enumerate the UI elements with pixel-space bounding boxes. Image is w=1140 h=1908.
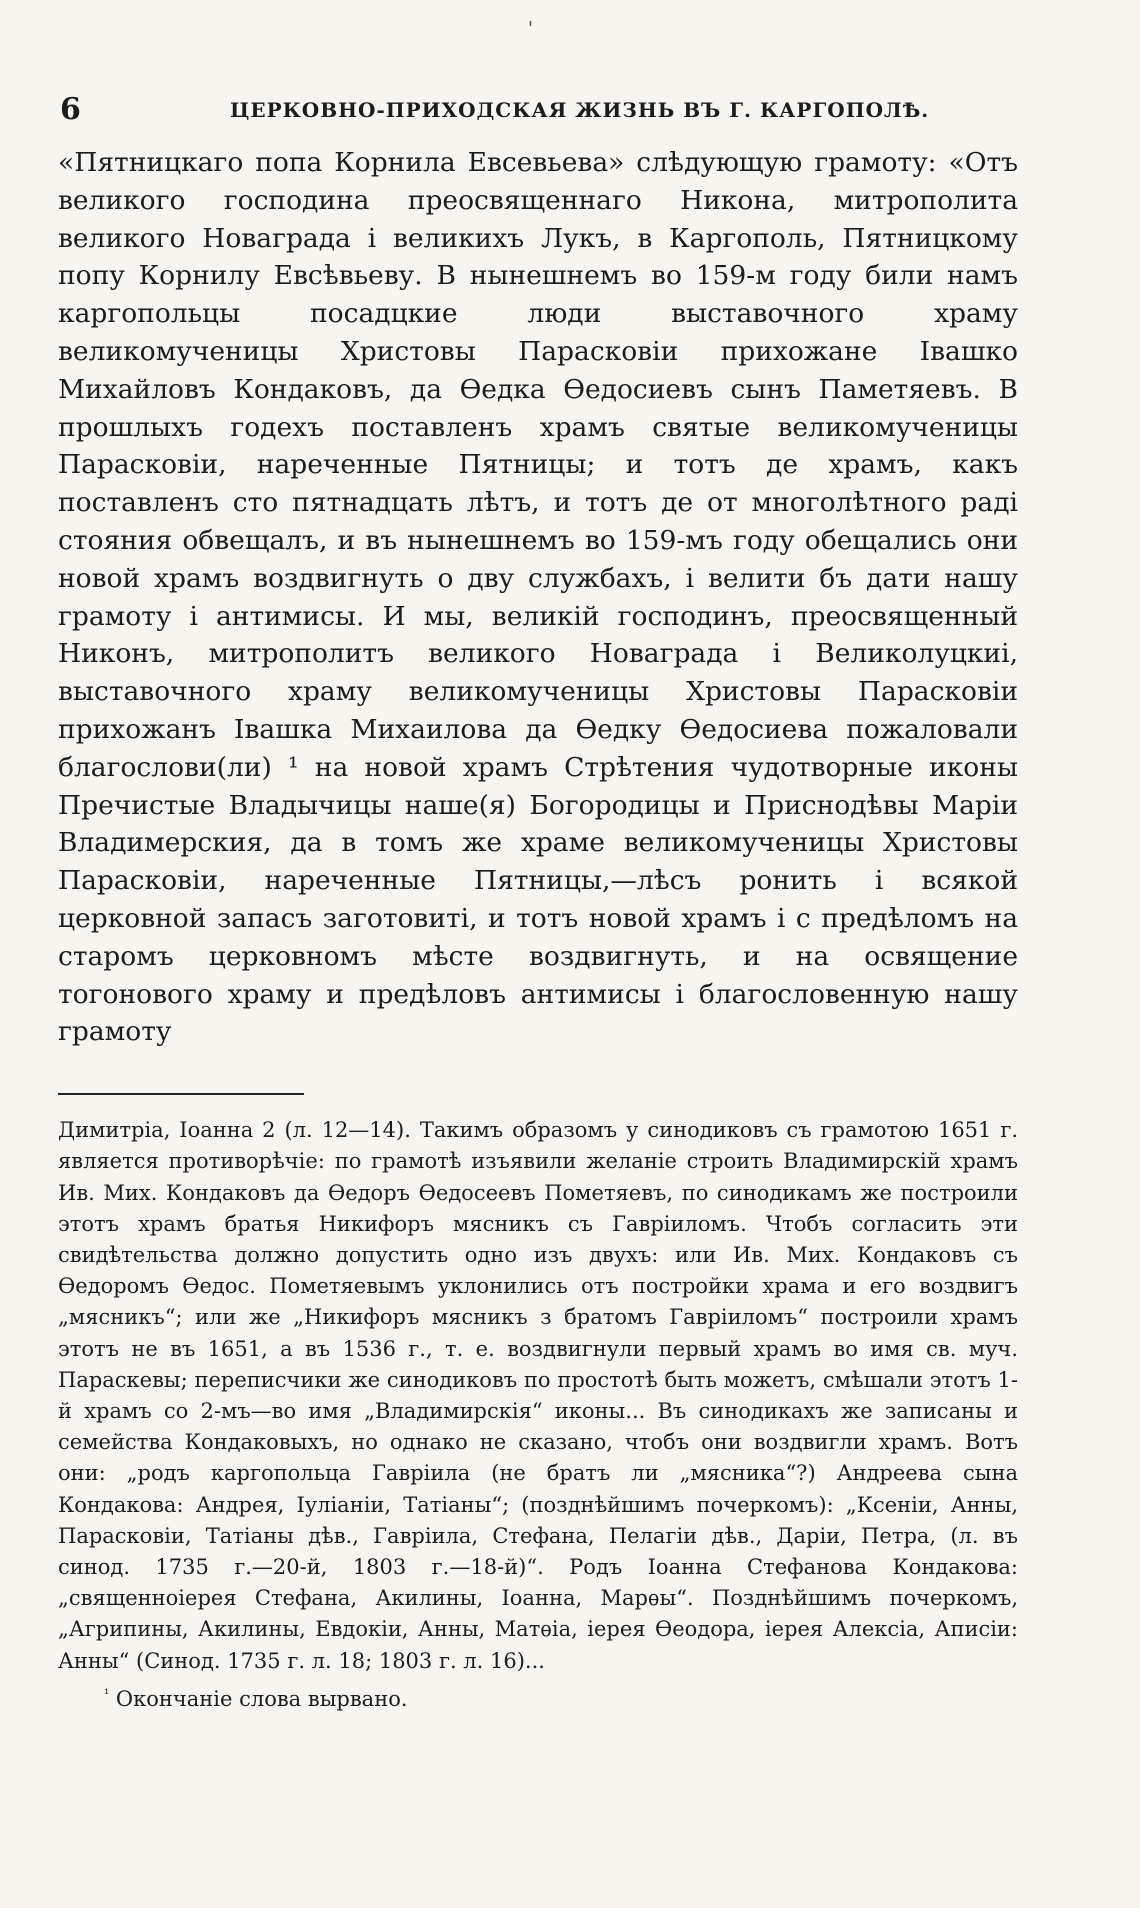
running-title: ЦЕРКОВНО-ПРИХОДСКАЯ ЖИЗНЬ ВЪ Г. КАРГОПОЛѢ. [230, 98, 930, 122]
page-number: 6 [60, 92, 81, 127]
footnote-1-marker: ¹ [104, 1686, 110, 1702]
footnote-1-text: Окончаніе слова вырвано. [115, 1686, 408, 1711]
page-header [58, 92, 1018, 132]
document-page [58, 92, 1018, 1715]
footnote-separator [58, 1093, 304, 1095]
scan-speck: ' [528, 18, 533, 39]
footnote-continued: Димитріа, Іоанна 2 (л. 12—14). Такимъ образомъ у синодиковъ съ грамотою 1651 г. является противорѣчіе: по грамотѣ изъявили желаніе строить Владимирскій храмъ Ив. Мих. Кондаковъ да Ѳедоръ Ѳедосеевъ Пометяевъ, по синодикамъ же построили этотъ храмъ братья Никифоръ мясникъ съ Гавріиломъ. Чтобъ согласить эти свидѣтельства должно допустить одно изъ двухъ: или Ив. Мих. Кондаковъ съ Ѳедоромъ Ѳедос. Пометяевымъ уклонились отъ постройки храма и его воздвигъ „мясникъ“; или же „Никифоръ мясникъ з братомъ Гавріиломъ“ построили храмъ этотъ не въ 1651, а въ 1536 г., т. е. воздвигнули первый храмъ во имя св. муч. Параскевы; переписчики же синодиковъ по простотѣ быть можетъ, смѣшали этотъ 1-й храмъ со 2-мъ—во имя „Владимирскія“ иконы... Въ синодикахъ же записаны и семейства Кондаковыхъ, но однако не сказано, чтобъ они воздвигли храмъ. Вотъ они: „родъ каргопольца Гавріила (не братъ ли „мясника“?) Андреева сына Кондакова: Андрея, Іуліаніи, Татіаны“; (позднѣйшимъ почеркомъ): „Ксеніи, Анны, Парасковіи, Татіаны дѣв., Гавріила, Стефана, Пелагіи дѣв., Даріи, Петра, (л. въ синод. 1735 г.—20-й, 1803 г.—18-й)“. Родъ Іоанна Стефанова Кондакова: „священноіерея Стефана, Акилины, Іоанна, Марѳы“. Позднѣйшимъ почеркомъ, „Агрипины, Акилины, Евдокіи, Анны, Матѳіа, іерея Ѳеодора, іерея Алексіа, Аписіи: Анны“ (Синод. 1735 г. л. 18; 1803 г. л. 16)... [58, 1118, 1018, 1673]
main-paragraph: «Пятницкаго попа Корнила Евсевьева» слѣдующую грамоту: «Отъ великого господина преосвященнаго Никона, митрополита великого Новаграда і великихъ Лукъ, в Каргополь, Пятницкому попу Корнилу Евсѣвьеву. В нынешнемъ во 159-м году били намъ каргопольцы посадцкие люди выставочного храму великомученицы Христовы Парасковіи прихожане Івашко Михайловъ Кондаковъ, да Ѳедка Ѳедосиевъ сынъ Паметяевъ. В прошлыхъ годехъ поставленъ храмъ святые великомученицы Парасковіи, нареченные Пятницы; и тотъ де храмъ, какъ поставленъ сто пятнадцать лѣтъ, и тотъ де от многолѣтного раді стояния обвещалъ, и въ нынешнемъ во 159-мъ году обещались они новой храмъ воздвигнуть о дву службахъ, і велити бъ дати нашу грамоту і антимисы. И мы, великій господинъ, преосвященный Никонъ, митрополитъ великого Новаграда і Великолуцкиі, выставочного храму великомученицы Христовы Парасковіи прихожанъ Івашка Михаилова да Ѳедку Ѳедосиева пожаловали благослови(ли) ¹ на новой храмъ Стрѣтения чудотворные иконы Пречистые Владычицы наше(я) Богородицы и Приснодѣвы Маріи Владимерския, да в томъ же храме великомученицы Христовы Парасковіи, нареченные Пятницы,—лѣсъ ронить і всякой церковной запасъ заготовиті, и тотъ новой храмъ і с предѣломъ на старомъ церковномъ мѣсте воздвигнуть, и на освящение тогонового храму и предѣловъ антимисы і благословенную нашу грамоту [58, 147, 1018, 1048]
footnote-1 [104, 1679, 1018, 1715]
